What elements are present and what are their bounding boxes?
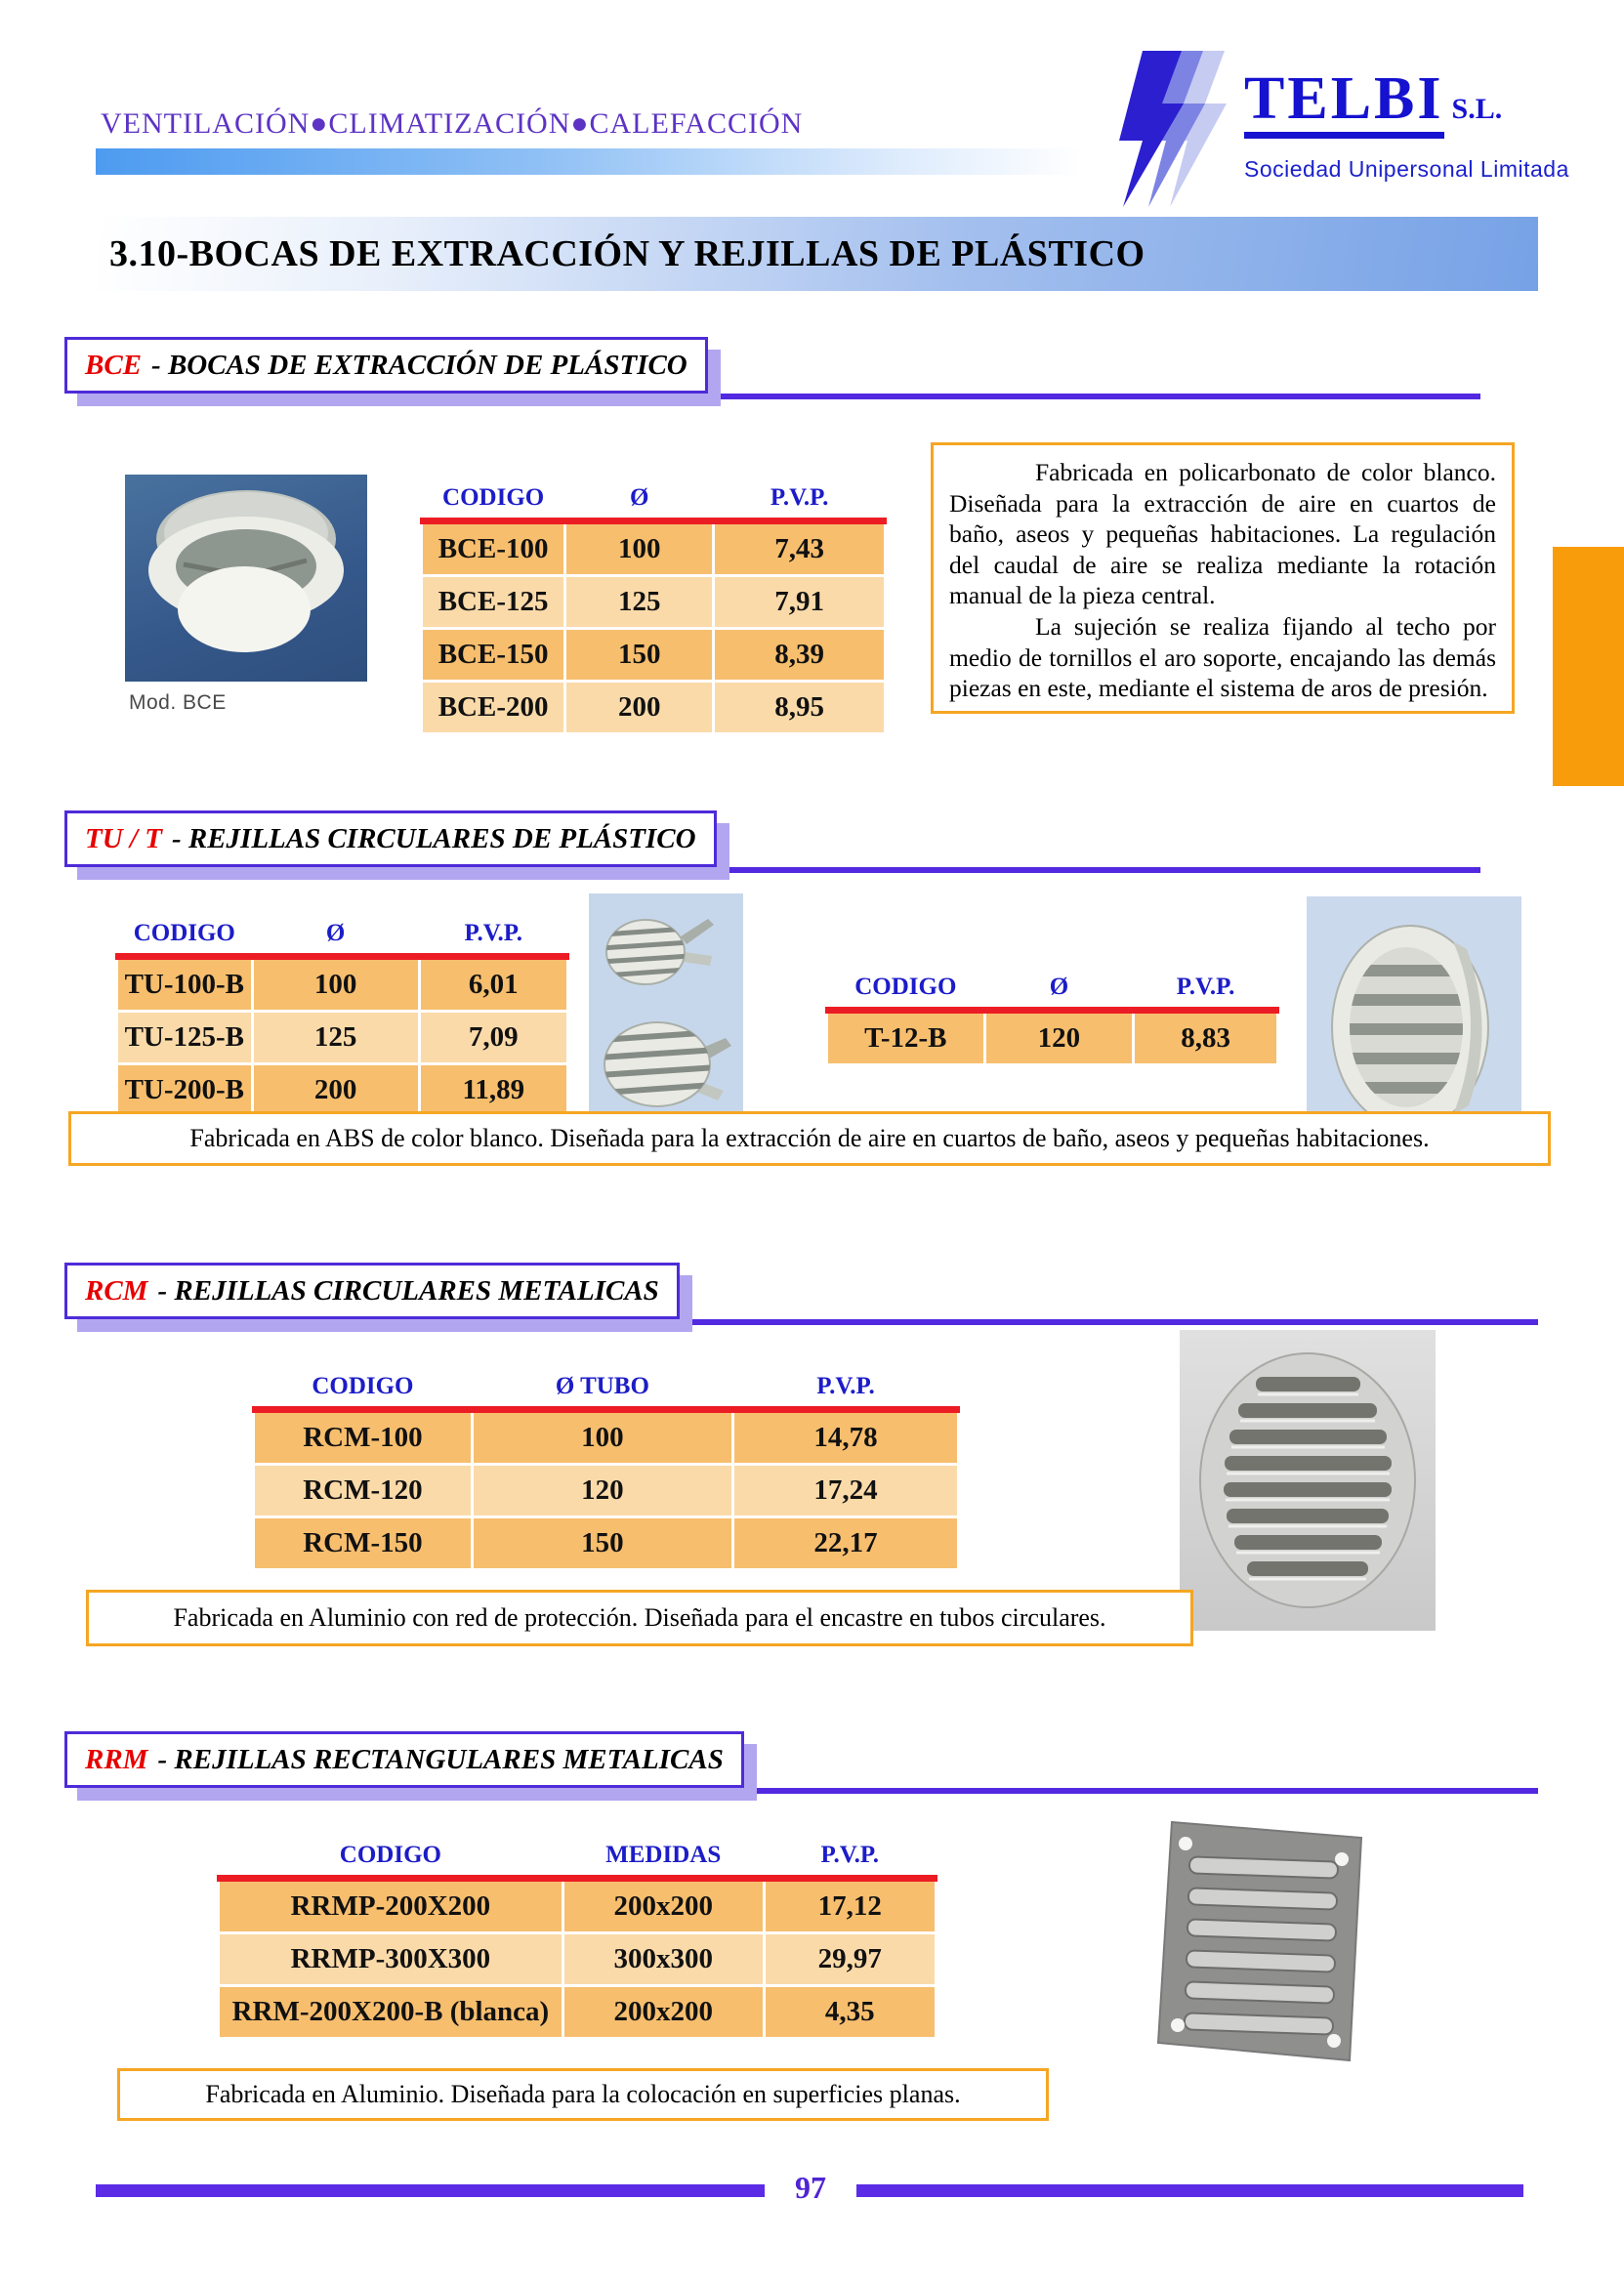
table-cell: 7,43 (714, 521, 886, 576)
section-header-bce (64, 337, 1480, 399)
bce-description-paragraph: La sujeción se realiza fijando al techo por medio de tornillos el aro soporte, encajando las demás piezas en este, mediante el sistema de aros de presión. (949, 612, 1496, 703)
table-row (117, 1064, 568, 1117)
section-title: - BOCAS DE EXTRACCIÓN DE PLÁSTICO (151, 349, 687, 381)
table-row (117, 1012, 568, 1064)
table-cell: 7,91 (714, 576, 886, 629)
table-cell: 8,83 (1134, 1011, 1278, 1065)
table-header-row (117, 916, 568, 957)
section-rule (740, 1788, 1538, 1794)
table-cell: 125 (252, 1012, 419, 1064)
t-price-table (825, 970, 1279, 1066)
page-edge-tab (1553, 547, 1624, 786)
section-title: - REJILLAS CIRCULARES DE PLÁSTICO (171, 822, 696, 854)
bce-price-table (420, 480, 887, 735)
table-row (422, 576, 886, 629)
table-cell: 200x200 (562, 1986, 764, 2039)
table-row (117, 957, 568, 1012)
section-header-rcm (64, 1263, 1538, 1325)
table-cell: BCE-150 (422, 629, 565, 682)
column-header: CODIGO (219, 1838, 563, 1879)
table-header-row (422, 480, 886, 521)
table-cell: 17,24 (732, 1465, 958, 1517)
section-code: BCE (85, 349, 143, 381)
table-header-row (827, 970, 1278, 1011)
logo-suffix: S.L. (1451, 93, 1503, 125)
rrm-product-image (1135, 1808, 1389, 2072)
column-header: CODIGO (827, 970, 985, 1011)
table-cell: TU-200-B (117, 1064, 253, 1117)
section-title: - REJILLAS RECTANGULARES METALICAS (157, 1743, 724, 1775)
bce-description-box (931, 442, 1515, 714)
table-cell: RRMP-200X200 (219, 1879, 563, 1933)
table-cell: 200 (565, 682, 714, 734)
table-cell: 7,09 (419, 1012, 567, 1064)
column-header: CODIGO (422, 480, 565, 521)
rcm-price-table (252, 1369, 960, 1571)
bce-description-paragraph: Fabricada en policarbonato de color blanco. Diseñada para la extracción de aire en cuartos de baño, aseos y pequeñas habitaciones. La regulación del caudal de aire se realiza mediante la rotación manual de la pieza central. (949, 458, 1496, 610)
table-cell: 125 (565, 576, 714, 629)
footer-rule-right (856, 2184, 1523, 2197)
table-cell: RCM-120 (254, 1465, 473, 1517)
table-cell: 120 (472, 1465, 732, 1517)
table-row (254, 1517, 959, 1570)
rrm-note-box (117, 2068, 1049, 2121)
table-row (422, 629, 886, 682)
table-cell: 29,97 (764, 1933, 936, 1986)
section-rule (713, 867, 1480, 873)
company-logo (1105, 51, 1569, 207)
table-cell: 4,35 (764, 1986, 936, 2039)
column-header: P.V.P. (764, 1838, 936, 1879)
table-cell: 22,17 (732, 1517, 958, 1570)
page-title-banner (98, 217, 1538, 291)
table-row (422, 682, 886, 734)
column-header: Ø (984, 970, 1133, 1011)
section-header-rrm (64, 1731, 1538, 1794)
page-title: 3.10-BOCAS DE EXTRACCIÓN Y REJILLAS DE PLÁSTICO (109, 233, 1145, 274)
rcm-note-box (86, 1590, 1193, 1646)
header-gradient-bar (96, 148, 1082, 175)
rcm-note-text: Fabricada en Aluminio con red de protección. Diseñada para el encastre en tubos circulares. (173, 1603, 1106, 1632)
column-header: CODIGO (117, 916, 253, 957)
table-cell: 8,95 (714, 682, 886, 734)
table-cell: 150 (472, 1517, 732, 1570)
table-cell: 17,12 (764, 1879, 936, 1933)
table-cell: 6,01 (419, 957, 567, 1012)
column-header: P.V.P. (1134, 970, 1278, 1011)
table-row (219, 1879, 937, 1933)
section-rule (676, 1319, 1538, 1325)
table-cell: 100 (472, 1410, 732, 1465)
section-rule (704, 394, 1480, 399)
table-row (219, 1933, 937, 1986)
logo-brand: TELBI (1244, 68, 1444, 139)
table-row (254, 1410, 959, 1465)
column-header: P.V.P. (714, 480, 886, 521)
table-cell: RCM-100 (254, 1410, 473, 1465)
tu-product-image (589, 893, 743, 1133)
section-code: RRM (85, 1743, 148, 1775)
section-code: TU / T (85, 822, 162, 854)
tu-note-text: Fabricada en ABS de color blanco. Diseñada para la extracción de aire en cuartos de baño, aseos y pequeñas habitaciones. (189, 1124, 1430, 1152)
rcm-product-image (1180, 1330, 1436, 1631)
table-cell: 300x300 (562, 1933, 764, 1986)
table-cell: TU-125-B (117, 1012, 253, 1064)
footer-rule-left (96, 2184, 765, 2197)
table-header-row (219, 1838, 937, 1879)
section-code: RCM (85, 1274, 148, 1307)
column-header: Ø (252, 916, 419, 957)
table-cell: 100 (565, 521, 714, 576)
table-cell: 11,89 (419, 1064, 567, 1117)
table-cell: 120 (984, 1011, 1133, 1065)
table-header-row (254, 1369, 959, 1410)
table-cell: RRMP-300X300 (219, 1933, 563, 1986)
table-row (254, 1465, 959, 1517)
tu-note-box (68, 1111, 1551, 1166)
table-cell: TU-100-B (117, 957, 253, 1012)
header-tagline: VENTILACIÓN●CLIMATIZACIÓN●CALEFACCIÓN (101, 107, 804, 140)
rrm-price-table (217, 1838, 937, 2040)
column-header: CODIGO (254, 1369, 473, 1410)
column-header: Ø (565, 480, 714, 521)
page-number: 97 (795, 2170, 826, 2205)
table-row (219, 1986, 937, 2039)
table-row (422, 521, 886, 576)
table-cell: BCE-125 (422, 576, 565, 629)
section-title: - REJILLAS CIRCULARES METALICAS (157, 1274, 659, 1307)
table-cell: 200 (252, 1064, 419, 1117)
column-header: Ø TUBO (472, 1369, 732, 1410)
column-header: MEDIDAS (562, 1838, 764, 1879)
column-header: P.V.P. (419, 916, 567, 957)
table-cell: 14,78 (732, 1410, 958, 1465)
table-row (827, 1011, 1278, 1065)
table-cell: 8,39 (714, 629, 886, 682)
table-cell: 100 (252, 957, 419, 1012)
bce-product-image (125, 475, 367, 682)
table-cell: 200x200 (562, 1879, 764, 1933)
logo-subtitle: Sociedad Unipersonal Limitada (1244, 156, 1569, 182)
section-header-tu (64, 810, 1480, 873)
tu-price-table (115, 916, 569, 1118)
table-cell: RCM-150 (254, 1517, 473, 1570)
bce-image-caption: Mod. BCE (129, 691, 227, 714)
table-cell: T-12-B (827, 1011, 985, 1065)
table-cell: 150 (565, 629, 714, 682)
table-cell: BCE-200 (422, 682, 565, 734)
column-header: P.V.P. (732, 1369, 958, 1410)
lightning-bolt-icon (1105, 51, 1234, 207)
table-cell: RRM-200X200-B (blanca) (219, 1986, 563, 2039)
rrm-note-text: Fabricada en Aluminio. Diseñada para la colocación en superficies planas. (205, 2080, 961, 2108)
table-cell: BCE-100 (422, 521, 565, 576)
